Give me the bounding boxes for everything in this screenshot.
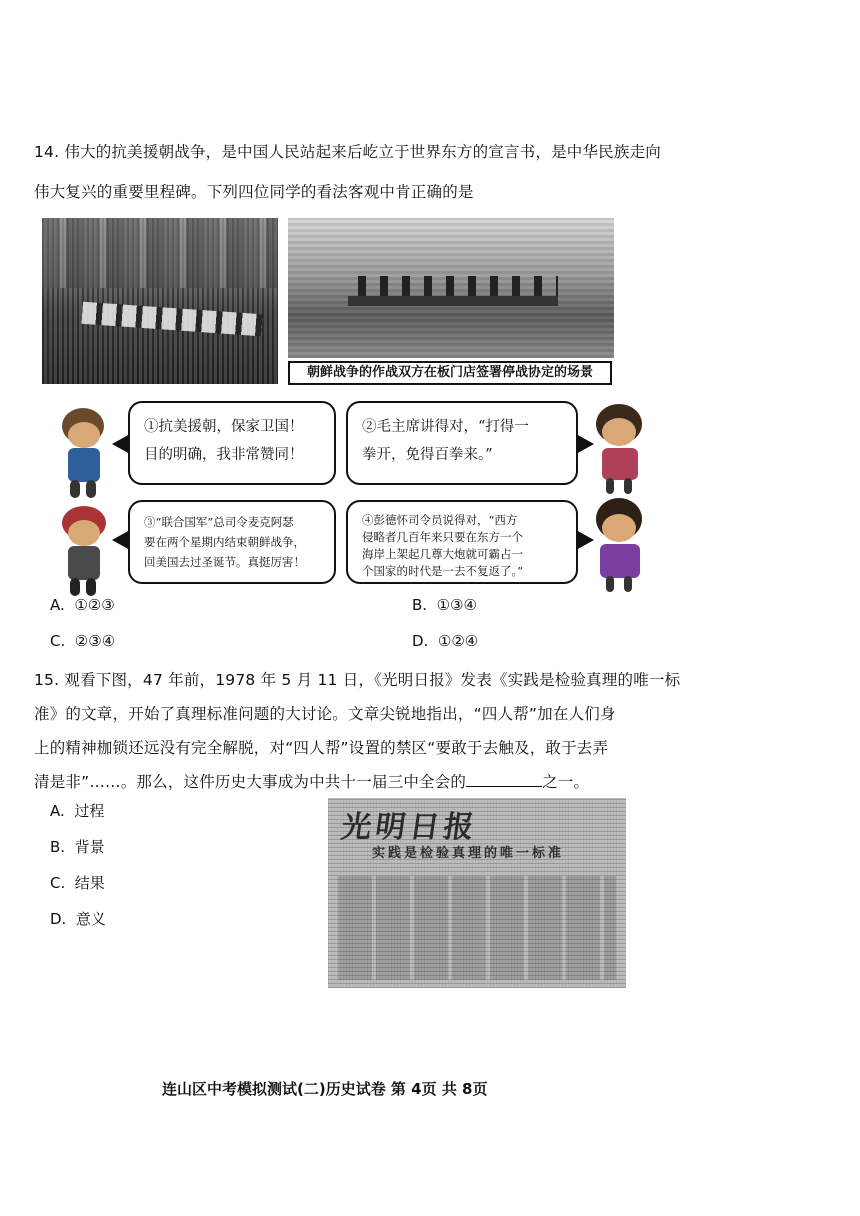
newspaper-masthead: 光明日报 <box>339 810 480 845</box>
q14-option-a[interactable]: A. ①②③ <box>50 596 115 614</box>
q14-stem-line2: 伟大复兴的重要里程碑。下列四位同学的看法客观中肯正确的是 <box>34 183 474 201</box>
q15-option-a[interactable]: A. 过程 <box>50 802 105 820</box>
bubble-4-line3: 海岸上架起几尊大炮就可霸占一 <box>362 547 523 561</box>
q15-stem-line3: 上的精神枷锁还远没有完全解脱，对“四人帮”设置的禁区“要敢于去触及，敢于去弄 <box>34 739 609 757</box>
answer-blank[interactable] <box>466 772 542 787</box>
bubble-3-line3: 回美国去过圣诞节。真挺厉害！ <box>144 555 305 569</box>
girl-cartoon-1 <box>590 404 654 496</box>
q15-option-c[interactable]: C. 结果 <box>50 874 105 892</box>
q14-option-b[interactable]: B. ①③④ <box>412 596 477 614</box>
armistice-signing-photo <box>288 218 614 358</box>
bubble-1-line2: 目的明确，我非常赞同！ <box>144 447 304 463</box>
q15-option-d[interactable]: D. 意义 <box>50 910 106 928</box>
speech-bubble-4 <box>346 500 578 584</box>
speech-bubble-2 <box>346 401 578 485</box>
girl-cartoon-2 <box>590 498 654 594</box>
photo-caption: 朝鲜战争的作战双方在板门店签署停战协定的场景 <box>288 361 612 385</box>
guangming-daily-newspaper-image <box>328 798 626 988</box>
speech-bubble-3 <box>128 500 336 584</box>
bubble-3-line2: 要在两个星期内结束朝鲜战争， <box>144 535 305 549</box>
boy-cartoon-2 <box>56 506 116 598</box>
page-footer: 连山区中考模拟测试(二)历史试卷 第 4页 共 8页 <box>162 1080 488 1098</box>
bubble-4-line4: 个国家的时代是一去不复返了。” <box>362 564 524 578</box>
bubble-2-line2: 拳开，免得百拳来。” <box>362 447 493 463</box>
volunteer-army-photo <box>42 218 278 384</box>
boy-cartoon-1 <box>56 408 116 500</box>
bubble-3-line1: ③“联合国军”总司令麦克阿瑟 <box>144 515 294 529</box>
bubble-2-line1: ②毛主席讲得对，“打得一 <box>362 419 529 435</box>
newspaper-headline: 实践是检验真理的唯一标准 <box>372 846 565 861</box>
q15-stem-line1: 15. 观看下图，47 年前，1978 年 5 月 11 日，《光明日报》发表《实践是检验真理的唯一标 <box>34 671 681 689</box>
speech-bubble-1 <box>128 401 336 485</box>
bubble-4-line2: 侵略者几百年来只要在东方一个 <box>362 530 523 544</box>
q14-option-c[interactable]: C. ②③④ <box>50 632 116 650</box>
q14-option-d[interactable]: D. ①②④ <box>412 632 479 650</box>
bubble-1-line1: ①抗美援朝，保家卫国！ <box>144 419 304 435</box>
q15-option-b[interactable]: B. 背景 <box>50 838 105 856</box>
q14-stem-line1: 14. 伟大的抗美援朝战争，是中国人民站起来后屹立于世界东方的宣言书，是中华民族走向 <box>34 143 661 161</box>
q15-stem-line2: 准》的文章，开始了真理标准问题的大讨论。文章尖锐地指出，“四人帮”加在人们身 <box>34 705 616 723</box>
q15-stem-line4: 清是非”……。那么，这件历史大事成为中共十一届三中全会的 之一。 <box>34 773 590 791</box>
bubble-4-line1: ④彭德怀司令员说得对，“西方 <box>362 513 518 527</box>
